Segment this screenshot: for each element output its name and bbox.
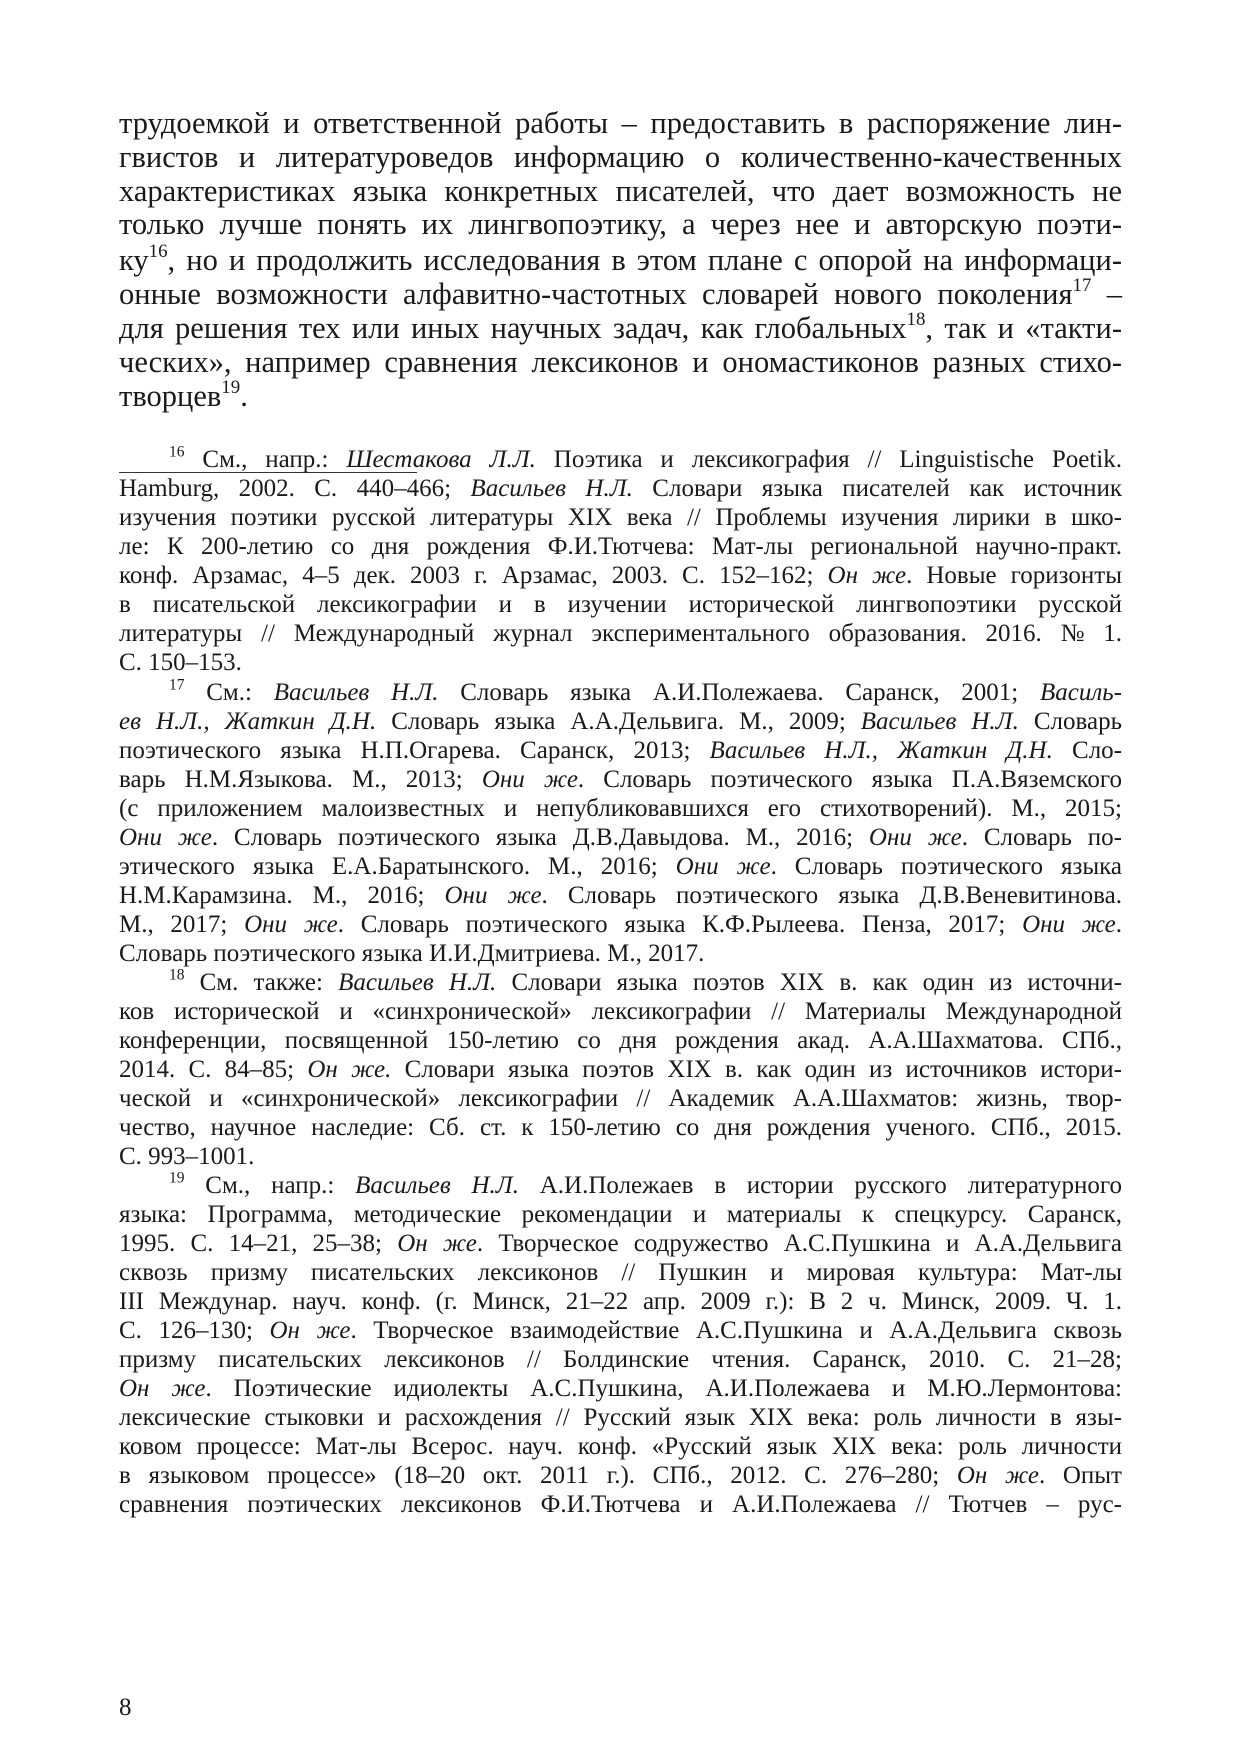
text-run: С. 126–130;	[119, 1317, 270, 1344]
footnote-line-text	[119, 1085, 1122, 1112]
footnote-line-text	[119, 1201, 1122, 1228]
text-run: . Поэтические идиолекты А.С.Пушкина, А.И.Полежаева и М.Ю.Лермонтова:	[205, 1375, 1122, 1402]
italic-text: Они же	[481, 766, 578, 793]
italic-text: Он же	[397, 1230, 477, 1257]
footnote-line-text	[169, 676, 1122, 706]
body-line-text	[119, 174, 1122, 208]
footnote-line-text	[119, 1027, 1122, 1054]
footnote-line	[119, 737, 1122, 765]
footnote-line-text	[119, 620, 1122, 647]
footnote-line	[119, 1491, 1122, 1519]
text-run: Словари языка поэтов XIX в. как один из источников истори-	[391, 1056, 1123, 1083]
footnote-line-text	[119, 1288, 1122, 1315]
italic-text: Васильев Н.Л.	[273, 679, 439, 706]
text-run: сквозь призму писательских лексиконов // Пушкин и мировая культура: Мат-лы	[119, 1259, 1122, 1286]
footnote-line	[119, 824, 1122, 852]
text-run: . Словарь поэтического языка П.А.Вяземского	[577, 766, 1122, 793]
italic-text: Васильев Н.Л.	[470, 475, 633, 502]
footnote-line	[119, 882, 1122, 910]
footnote-line	[119, 649, 242, 677]
body-line	[119, 207, 1122, 242]
footnote-line-text	[119, 1056, 1122, 1083]
italic-text: Они же	[868, 824, 962, 851]
footnote-line-text	[119, 1404, 1122, 1431]
footnote-line	[119, 1230, 1122, 1258]
footnote-line	[169, 1169, 1122, 1200]
body-line	[119, 379, 248, 414]
text-run: . Словарь поэтического языка	[770, 853, 1123, 880]
text-run: Словарь поэтического языка И.И.Дмитриева. М., 2017.	[119, 940, 705, 967]
page-number: 8	[119, 1694, 132, 1721]
footnote-line	[119, 795, 1122, 823]
body-line	[119, 277, 1122, 312]
footnote-line	[119, 1433, 1122, 1461]
body-line	[119, 174, 1122, 209]
text-run: III Междунар. науч. конф. (г. Минск, 21–22 апр. 2009 г.): В 2 ч. Минск, 2009. Ч. 1.	[119, 1288, 1122, 1315]
italic-text: Он же	[956, 1462, 1039, 1489]
footnote-line	[119, 708, 1122, 736]
text-run: в языковом процессе» (18–20 окт. 2011 г.). СПб., 2012. С. 276–280;	[119, 1462, 957, 1489]
italic-text: Они же	[119, 824, 212, 851]
body-line-text	[119, 277, 1122, 311]
text-run: трудоемкой и ответственной работы – предоставить в распоряжение лин-	[119, 106, 1122, 140]
footnote-line	[119, 475, 1122, 503]
italic-text: Васильев Н.Л.	[860, 708, 1019, 735]
footnote-line	[169, 676, 1122, 707]
text-run: сравнения поэтических лексиконов Ф.И.Тютчева и А.И.Полежаева // Тютчев – рус-	[119, 1491, 1122, 1518]
footnote-line-text	[119, 533, 1122, 560]
text-run: призму писательских лексиконов // Болдинские чтения. Саранск, 2010. С. 21–28;	[119, 1346, 1122, 1373]
footnote-ref: 18	[169, 966, 185, 984]
text-run: характеристиках языка конкретных писателей, что дает возможность не	[119, 174, 1122, 208]
text-run: . Словарь поэтического языка Д.В.Давыдова. М., 2016;	[211, 824, 869, 851]
footnote-ref: 18	[906, 309, 926, 331]
footnote-line-text	[119, 1346, 1122, 1373]
footnote-line-text	[119, 1114, 1122, 1141]
text-run: .	[1115, 911, 1122, 938]
text-run: в писательской лексикографии и в изучении исторической лингвопоэтики русской	[119, 591, 1122, 618]
text-run: лексические стыковки и расхождения // Русский язык XIX века: роль личности в язы-	[119, 1404, 1122, 1431]
body-line-text	[119, 379, 248, 413]
text-run: этического языка Е.А.Баратынского. М., 2016;	[119, 853, 676, 880]
body-line-text	[119, 243, 1122, 277]
text-run: Hamburg, 2002. С. 440–466;	[119, 475, 471, 502]
footnote-line	[119, 504, 1122, 532]
footnote-line	[119, 1259, 1122, 1287]
text-run: См., напр.:	[184, 446, 347, 473]
text-run: Словарь языка А.И.Полежаева. Саранск, 2001;	[438, 679, 1040, 706]
text-run: –	[1091, 277, 1122, 311]
text-run: . Новые горизонты	[906, 562, 1122, 589]
text-run: С. 993–1001.	[119, 1143, 255, 1170]
italic-text: Василь-	[1040, 679, 1122, 706]
footnote-line	[119, 940, 704, 968]
footnote-line	[119, 998, 1122, 1026]
text-run: Н.М.Карамзина. М., 2016;	[119, 882, 445, 909]
footnote-line	[119, 1317, 1122, 1345]
text-run: поэтического языка Н.П.Огарева. Саранск, 2013;	[119, 737, 710, 764]
body-line	[119, 140, 1122, 175]
italic-text: Васильев Н.Л., Жаткин Д.Н.	[709, 737, 1053, 764]
footnote-ref: 17	[169, 676, 185, 694]
text-run: 2014. С. 84–85;	[119, 1056, 308, 1083]
footnote-line-text	[119, 911, 1122, 938]
text-run: . Словарь по-	[961, 824, 1123, 851]
italic-text: Шестакова Л.Л.	[346, 446, 536, 473]
text-run: онные возможности алфавитно-частотных словарей нового поколения	[119, 277, 1073, 311]
italic-text: Они же	[244, 911, 338, 938]
footnote-line	[119, 1027, 1122, 1055]
footnote-line-text	[119, 504, 1122, 531]
footnote-line-text	[119, 1143, 254, 1170]
text-run: чество, научное наследие: Сб. ст. к 150-летию со дня рождения ученого. СПб., 2015.	[119, 1114, 1122, 1141]
italic-text: Он же	[269, 1317, 351, 1344]
text-run: ку	[119, 243, 149, 277]
text-run: Поэтика и лексикография // Linguistische Poetik.	[535, 446, 1123, 473]
footnote-line	[119, 1375, 1122, 1403]
footnote-line-text	[119, 1317, 1122, 1344]
text-run: Словарь языка А.А.Дельвига. М., 2009;	[376, 708, 861, 735]
text-run: С. 150–153.	[119, 649, 242, 676]
text-run: ческой и «синхронической» лексикографии // Академик А.А.Шахматов: жизнь, твор-	[119, 1085, 1122, 1112]
footnote-line	[119, 1085, 1122, 1113]
text-run: Словари языка поэтов XIX в. как один из источни-	[496, 969, 1122, 996]
footnote-line-text	[119, 1433, 1122, 1460]
footnote-line-text	[119, 591, 1122, 618]
italic-text: Они же	[1022, 911, 1116, 938]
text-run: , но и продолжить исследования в этом плане с опорой на информаци-	[167, 243, 1122, 277]
text-run: . Творческое взаимодействие А.С.Пушкина и А.А.Дельвига сквозь	[350, 1317, 1123, 1344]
footnote-line-text	[119, 824, 1122, 851]
text-run: ле: К 200-летию со дня рождения Ф.И.Тютчева: Мат-лы региональной научно-практ.	[119, 533, 1122, 560]
text-run: . Словарь поэтического языка К.Ф.Рылеева. Пенза, 2017;	[337, 911, 1023, 938]
footnote-line-text	[119, 1375, 1122, 1402]
footnote-line-text	[119, 766, 1122, 793]
body-line-text	[119, 345, 1122, 379]
footnote-line	[119, 1462, 1122, 1490]
body-line	[119, 345, 1122, 380]
footnote-line	[119, 1114, 1122, 1142]
text-run: конф. Арзамас, 4–5 дек. 2003 г. Арзамас, 2003. С. 152–162;	[119, 562, 828, 589]
text-run: ковом процессе: Мат-лы Всерос. науч. конф. «Русский язык XIX века: роль личности	[119, 1433, 1122, 1460]
italic-text: ев Н.Л., Жаткин Д.Н.	[119, 708, 377, 735]
text-run: 1995. С. 14–21, 25–38;	[119, 1230, 398, 1257]
text-run: . Творческое содружество А.С.Пушкина и А.А.Дельвига	[476, 1230, 1123, 1257]
text-run: См., напр.:	[184, 1172, 356, 1199]
text-run: ков исторической и «синхронической» лексикографии // Материалы Международной	[119, 998, 1122, 1025]
text-run: ческих», например сравнения лексиконов и ономастиконов разных стихо-	[119, 345, 1122, 379]
body-line	[119, 311, 1122, 346]
text-run: (с приложением малоизвестных и непубликовавшихся его стихотворений). М., 2015;	[119, 795, 1122, 822]
footnote-line	[169, 443, 1123, 474]
text-run: творцев	[119, 379, 222, 413]
footnote-line-text	[119, 649, 242, 676]
text-run: , так и «такти-	[925, 311, 1122, 345]
text-run: только лучше понять их лингвопоэтику, а через нее и авторскую поэти-	[119, 207, 1122, 241]
footnote-line-text	[119, 1230, 1122, 1257]
footnote-line-text	[119, 1491, 1122, 1518]
text-run: М., 2017;	[119, 911, 245, 938]
footnote-line-text	[119, 795, 1122, 822]
footnote-line	[119, 620, 1122, 648]
text-run: См.:	[184, 679, 274, 706]
footnote-line-text	[169, 966, 1122, 996]
footnote-line-text	[119, 562, 1122, 589]
footnote-line	[119, 853, 1122, 881]
text-run: Сло-	[1052, 737, 1122, 764]
text-run: языка: Программа, методические рекомендации и материалы к спецкурсу. Саранск,	[119, 1201, 1122, 1228]
body-line-text	[119, 311, 1122, 345]
footnote-line-text	[169, 1169, 1122, 1199]
footnote-line	[119, 1404, 1122, 1432]
italic-text: Он же	[119, 1375, 206, 1402]
body-line	[119, 243, 1122, 278]
text-run: Словари языка писателей как источник	[632, 475, 1122, 502]
text-run: Словарь	[1018, 708, 1122, 735]
footnote-line	[119, 1288, 1122, 1316]
text-run: . Словарь поэтического языка Д.В.Веневитинова.	[541, 882, 1122, 909]
footnote-ref: 16	[169, 443, 185, 461]
italic-text: Они же	[675, 853, 771, 880]
body-line-text	[119, 106, 1122, 140]
footnote-line-text	[119, 708, 1122, 735]
footnote-line	[119, 766, 1122, 794]
text-run: литературы // Международный журнал экспериментального образования. 2016. № 1.	[119, 620, 1122, 647]
footnote-line	[119, 1143, 254, 1171]
text-run: изучения поэтики русской литературы XIX века // Проблемы изучения лирики в шко-	[119, 504, 1122, 531]
italic-text: Они же	[444, 882, 542, 909]
footnote-line-text	[119, 853, 1122, 880]
footnote-line	[119, 1201, 1122, 1229]
italic-text: Васильев Н.Л.	[355, 1172, 519, 1199]
body-line-text	[119, 207, 1122, 241]
italic-text: Он же	[827, 562, 907, 589]
italic-text: Васильев Н.Л.	[338, 969, 497, 996]
text-run: для решения тех или иных научных задач, как глобальных	[119, 311, 907, 345]
text-run: А.И.Полежаев в истории русского литературного	[518, 1172, 1122, 1199]
italic-text: Он же.	[307, 1056, 392, 1083]
footnote-line-text	[119, 1462, 1122, 1489]
text-run: варь Н.М.Языкова. М., 2013;	[119, 766, 482, 793]
footnote-line	[119, 533, 1122, 561]
footnote-line	[169, 966, 1122, 997]
footnote-line	[119, 562, 1122, 590]
footnote-line-text	[119, 998, 1122, 1025]
text-run: конференции, посвященной 150-летию со дня рождения акад. А.А.Шахматова. СПб.,	[119, 1027, 1122, 1054]
text-run: .	[240, 379, 248, 413]
footnote-ref: 19	[169, 1169, 185, 1187]
footnote-line-text	[119, 1259, 1122, 1286]
text-run: . Опыт	[1038, 1462, 1122, 1489]
footnote-line	[119, 1346, 1122, 1374]
footnote-line-text	[119, 475, 1122, 502]
body-line-text	[119, 140, 1122, 174]
body-line	[119, 106, 1122, 141]
footnote-line-text	[119, 882, 1122, 909]
footnote-line-text	[169, 443, 1123, 473]
footnote-ref: 16	[148, 241, 168, 263]
text-run: См. также:	[184, 969, 339, 996]
footnote-line-text	[119, 737, 1122, 764]
footnote-ref: 19	[221, 377, 241, 399]
footnote-line-text	[119, 940, 704, 967]
footnote-ref: 17	[1072, 275, 1092, 297]
footnote-line	[119, 1056, 1122, 1084]
footnote-line	[119, 591, 1122, 619]
text-run: гвистов и литературоведов информацию о количественно-качественных	[119, 140, 1122, 174]
footnote-line	[119, 911, 1122, 939]
